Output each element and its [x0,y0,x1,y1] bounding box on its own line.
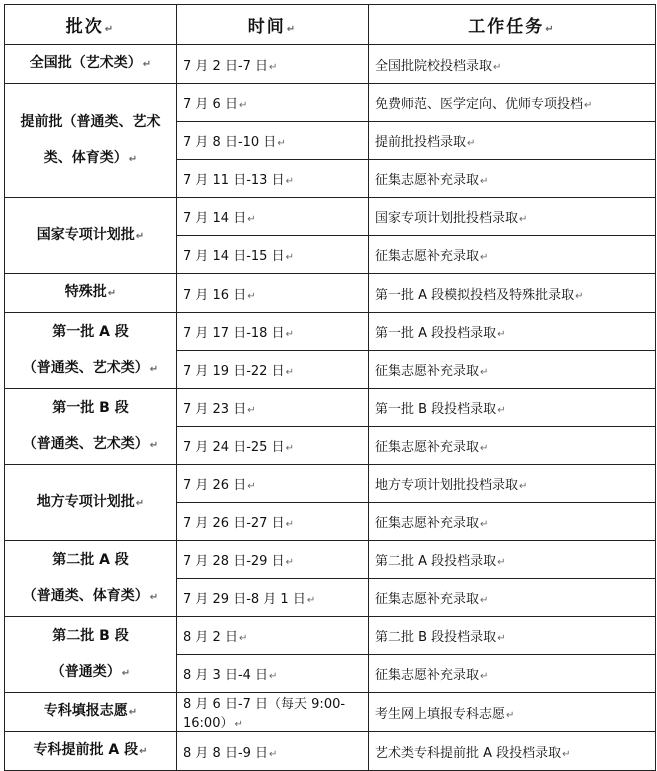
batch-label-line [11,390,170,426]
paragraph-mark: ↵ [285,367,294,378]
batch-cell [5,465,177,541]
paragraph-mark: ↵ [519,481,528,492]
paragraph-mark: ↵ [584,100,593,111]
task-cell [369,313,656,351]
time-cell [177,465,369,503]
time-cell [177,427,369,465]
batch-label-line [11,217,170,255]
batch-label-line [11,618,170,654]
task-cell [369,198,656,236]
header-batch-label: 批次 [65,17,104,37]
paragraph-mark: ↵ [128,707,138,718]
paragraph-mark: ↵ [519,214,528,225]
batch-label: 地方专项计划批 [36,493,135,510]
paragraph-mark: ↵ [247,290,256,302]
paragraph-mark: ↵ [285,252,294,263]
task-cell [369,160,656,198]
batch-label-line [11,578,170,616]
time-cell [177,274,369,313]
task-value: 征集志愿补充录取 [375,440,480,455]
schedule-row [5,389,656,427]
paragraph-mark: ↵ [497,557,506,568]
paragraph-mark: ↵ [285,329,294,340]
batch-label-line [11,314,170,350]
batch-label-line [11,350,170,388]
time-value: 7 月 24 日-25 日 [183,440,285,455]
schedule-row [5,465,656,503]
batch-label-line [11,654,170,692]
header-task-label: 工作任务 [468,17,545,37]
task-cell [369,389,656,427]
paragraph-mark: ↵ [135,497,145,509]
batch-label: 类、体育类） [43,149,128,166]
task-cell [369,427,656,465]
paragraph-mark: ↵ [545,24,556,35]
batch-label: （普通类、体育类） [22,587,149,604]
task-value: 考生网上填报专科志愿 [375,706,506,722]
batch-label-line [11,140,170,178]
schedule-row [5,274,656,313]
batch-label: 专科提前批 A 段 [33,742,139,758]
paragraph-mark: ↵ [562,748,571,760]
task-cell [369,732,656,771]
task-value: 提前批投档录取 [375,135,467,150]
batch-cell [5,313,177,389]
time-value: 8 月 8 日-9 日 [183,745,269,761]
batch-label-line [11,693,170,731]
paragraph-mark: ↵ [121,667,131,679]
paragraph-mark: ↵ [493,61,502,73]
batch-label-line [11,104,170,140]
time-value: 7 月 26 日-27 日 [183,516,285,531]
header-time-label: 时间 [247,17,286,37]
task-value: 艺术类专科提前批 A 段投档录取 [375,745,562,761]
batch-label-line [11,542,170,578]
time-cell [177,389,369,427]
header-time [177,5,369,45]
time-cell [177,732,369,771]
batch-cell [5,198,177,274]
paragraph-mark: ↵ [506,709,515,721]
time-value: 7 月 2 日-7 日 [183,58,269,74]
paragraph-mark: ↵ [128,153,138,165]
time-cell [177,541,369,579]
task-value: 第一批 A 段模拟投档及特殊批录取 [375,287,575,303]
time-cell [177,160,369,198]
time-cell [177,84,369,122]
time-cell [177,313,369,351]
paragraph-mark: ↵ [467,138,476,149]
time-value: 7 月 28 日-29 日 [183,554,285,569]
time-value: 7 月 17 日-18 日 [183,326,285,341]
batch-label: 专科填报志愿 [43,703,128,719]
schedule-row [5,693,656,732]
paragraph-mark: ↵ [269,748,278,760]
header-batch [5,5,177,45]
task-value: 征集志愿补充录取 [375,668,480,683]
time-value: 8 月 2 日 [183,630,238,645]
paragraph-mark: ↵ [238,633,248,644]
paragraph-mark: ↵ [497,329,506,340]
paragraph-mark: ↵ [285,176,294,187]
schedule-row [5,84,656,122]
paragraph-mark: ↵ [139,746,148,757]
batch-label: 第一批 A 段 [52,323,129,340]
paragraph-mark: ↵ [269,671,278,682]
batch-cell [5,541,177,617]
paragraph-mark: ↵ [142,59,152,70]
paragraph-mark: ↵ [575,290,584,302]
paragraph-mark: ↵ [497,633,506,644]
batch-cell [5,617,177,693]
paragraph-mark: ↵ [285,557,294,568]
task-value: 国家专项计划批投档录取 [375,211,519,226]
batch-cell [5,732,177,771]
paragraph-mark: ↵ [247,481,256,492]
task-cell [369,503,656,541]
batch-cell [5,389,177,465]
task-cell [369,655,656,693]
task-value: 第二批 B 段投档录取 [375,630,497,645]
batch-label: 第二批 A 段 [52,551,129,568]
task-cell [369,84,656,122]
time-value: 7 月 14 日-15 日 [183,249,285,264]
task-cell [369,579,656,617]
schedule-row [5,45,656,84]
paragraph-mark: ↵ [107,288,117,299]
task-cell [369,693,656,732]
task-cell [369,351,656,389]
schedule-row [5,313,656,351]
task-cell [369,274,656,313]
batch-label: （普通类、艺术类） [22,435,149,452]
time-cell [177,236,369,274]
paragraph-mark: ↵ [269,61,278,73]
task-value: 征集志愿补充录取 [375,592,480,607]
batch-label: 提前批（普通类、艺术 [20,113,161,130]
paragraph-mark: ↵ [286,24,298,35]
time-value: 7 月 8 日-10 日 [183,135,277,150]
paragraph-mark: ↵ [480,519,489,530]
time-value: 7 月 19 日-22 日 [183,364,285,379]
schedule-row [5,198,656,236]
time-cell [177,122,369,160]
paragraph-mark: ↵ [480,252,489,263]
paragraph-mark: ↵ [306,595,316,606]
time-cell [177,503,369,541]
paragraph-mark: ↵ [149,591,159,603]
header-row [5,5,656,45]
batch-cell [5,45,177,84]
paragraph-mark: ↵ [149,439,159,451]
paragraph-mark: ↵ [285,443,294,454]
time-value: 8 月 6 日-7 日（每天 9:00-16:00） [183,697,346,731]
paragraph-mark: ↵ [480,443,489,454]
time-cell [177,617,369,655]
batch-label: （普通类） [50,663,121,680]
paragraph-mark: ↵ [149,363,159,375]
admission-schedule-table [4,4,656,771]
batch-label-line [11,426,170,464]
paragraph-mark: ↵ [247,214,256,225]
schedule-row [5,541,656,579]
paragraph-mark: ↵ [480,176,489,187]
batch-label: 国家专项计划批 [36,226,135,243]
batch-cell [5,693,177,732]
task-value: 第一批 B 段投档录取 [375,402,497,417]
batch-label-line [11,45,170,83]
batch-label: 第二批 B 段 [52,627,129,644]
task-cell [369,617,656,655]
time-value: 7 月 23 日 [183,402,247,417]
task-cell [369,45,656,84]
schedule-row [5,732,656,771]
time-value: 8 月 3 日-4 日 [183,668,269,683]
header-task [369,5,656,45]
time-cell [177,693,369,732]
task-cell [369,465,656,503]
paragraph-mark: ↵ [135,230,145,242]
batch-label-line [11,484,170,522]
time-value: 7 月 26 日 [183,478,247,493]
paragraph-mark: ↵ [277,138,286,149]
task-value: 征集志愿补充录取 [375,516,480,531]
paragraph-mark: ↵ [247,405,256,416]
time-cell [177,45,369,84]
task-value: 征集志愿补充录取 [375,364,480,379]
task-value: 第一批 A 段投档录取 [375,326,497,341]
task-cell [369,122,656,160]
schedule-body [5,45,656,771]
time-cell [177,655,369,693]
paragraph-mark: ↵ [285,519,294,530]
task-value: 征集志愿补充录取 [375,249,480,264]
time-cell [177,198,369,236]
task-value: 地方专项计划批投档录取 [375,478,519,493]
time-value: 7 月 6 日 [183,97,238,112]
paragraph-mark: ↵ [104,24,116,35]
time-cell [177,579,369,617]
batch-label: 第一批 B 段 [52,399,129,416]
paragraph-mark: ↵ [238,100,248,111]
time-value: 7 月 29 日-8 月 1 日 [183,592,306,607]
batch-label-line [11,274,170,312]
schedule-row [5,617,656,655]
paragraph-mark: ↵ [480,367,489,378]
task-cell [369,541,656,579]
batch-cell [5,274,177,313]
paragraph-mark: ↵ [234,719,243,730]
time-value: 7 月 14 日 [183,211,247,226]
paragraph-mark: ↵ [480,671,489,682]
batch-label: 特殊批 [64,284,107,300]
time-value: 7 月 11 日-13 日 [183,173,285,188]
batch-label: （普通类、艺术类） [22,359,149,376]
time-value: 7 月 16 日 [183,287,247,303]
paragraph-mark: ↵ [480,595,489,606]
task-value: 第二批 A 段投档录取 [375,554,497,569]
task-value: 免费师范、医学定向、优师专项投档 [375,97,584,112]
paragraph-mark: ↵ [497,405,506,416]
time-cell [177,351,369,389]
task-cell [369,236,656,274]
batch-cell [5,84,177,198]
task-value: 全国批院校投档录取 [375,58,493,74]
batch-label-line [11,732,170,770]
task-value: 征集志愿补充录取 [375,173,480,188]
batch-label: 全国批（艺术类） [29,55,142,71]
